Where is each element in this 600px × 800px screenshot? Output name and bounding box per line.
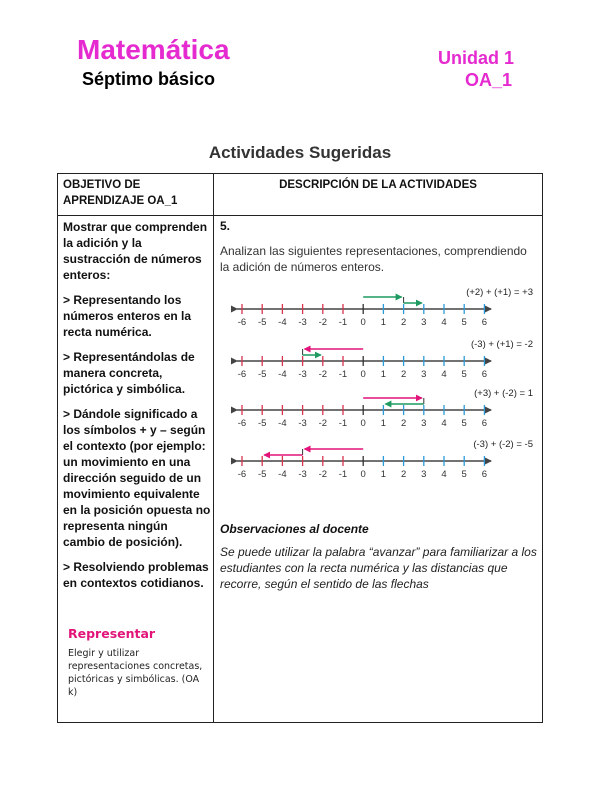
representar-text: Elegir y utilizar representaciones concretas, pictóricas y simbólicas. (OA k) <box>68 648 203 698</box>
tick-label: 3 <box>421 418 427 429</box>
tick-label: -1 <box>338 369 348 380</box>
tick-label: -3 <box>298 369 307 380</box>
expression-label: (-3) + (-2) = -5 <box>473 439 533 450</box>
tick-label: -4 <box>278 369 287 380</box>
tick-label: 3 <box>421 469 427 480</box>
number-lines-figure <box>229 280 539 480</box>
representar-skill-box <box>68 626 208 699</box>
tick-label: 4 <box>441 418 447 429</box>
observations-title: Observaciones al docente <box>220 522 369 536</box>
tick-label: 1 <box>380 369 387 380</box>
tick-label: -2 <box>318 469 328 480</box>
tick-label: 1 <box>380 469 387 480</box>
tick-label: 5 <box>461 317 467 328</box>
teacher-observations <box>220 522 538 592</box>
tick-label: 4 <box>441 317 447 328</box>
section-title: Actividades Sugeridas <box>208 143 392 162</box>
number-line <box>237 388 533 429</box>
tick-label: 6 <box>481 369 488 380</box>
tick-label: 2 <box>400 469 407 480</box>
objective-text <box>63 219 212 600</box>
activity-description <box>220 219 536 275</box>
unit-label: Unidad 1 <box>437 48 514 68</box>
tick-label: 6 <box>481 317 488 328</box>
tick-label: -6 <box>237 469 247 480</box>
objective-paragraph: > Representándolas de manera concreta, pictórica y simbólica. <box>63 350 195 396</box>
header-divider <box>58 215 542 216</box>
subject-title: Matemática <box>77 34 230 65</box>
tick-label: 3 <box>421 317 427 328</box>
tick-label: -4 <box>278 317 287 328</box>
objective-column-header: OBJETIVO DE APRENDIZAJE OA_1 <box>63 179 178 207</box>
tick-label: -4 <box>278 418 287 429</box>
tick-label: -5 <box>257 369 267 380</box>
tick-label: 4 <box>441 469 447 480</box>
tick-label: -5 <box>257 418 267 429</box>
tick-label: -6 <box>237 317 247 328</box>
tick-label: -2 <box>318 418 328 429</box>
objective-paragraph: > Representando los números enteros en la recta numérica. <box>63 293 192 339</box>
tick-label: 6 <box>481 418 488 429</box>
column-divider <box>213 174 214 722</box>
tick-label: 1 <box>380 418 387 429</box>
tick-label: 2 <box>400 317 407 328</box>
activity-text: Analizan las siguientes representaciones, comprendiendo la adición de números enteros. <box>220 244 527 274</box>
tick-label: -5 <box>257 317 267 328</box>
tick-label: 4 <box>441 369 447 380</box>
tick-label: -6 <box>237 369 247 380</box>
tick-label: 0 <box>360 317 366 328</box>
oa-label: OA_1 <box>464 70 512 90</box>
tick-label: 2 <box>400 418 407 429</box>
tick-label: -3 <box>298 317 307 328</box>
number-line <box>237 339 533 380</box>
expression-label: (+2) + (+1) = +3 <box>466 287 533 298</box>
observations-text: Se puede utilizar la palabra “avanzar” para familiarizar a los estudiantes con la recta numérica y las distancias que recorre, según el sentido de las flechas <box>220 545 537 591</box>
tick-label: -1 <box>338 317 348 328</box>
grade-subtitle: Séptimo básico <box>82 69 216 89</box>
tick-label: 0 <box>360 418 366 429</box>
representar-title: Representar <box>68 626 156 641</box>
number-line <box>237 287 533 328</box>
tick-label: 5 <box>461 418 467 429</box>
tick-label: 5 <box>461 369 467 380</box>
tick-label: -2 <box>318 369 328 380</box>
activity-number: 5. <box>220 219 231 233</box>
tick-label: 2 <box>400 369 407 380</box>
objective-paragraph: > Resolviendo problemas en contextos cotidianos. <box>63 560 209 590</box>
tick-label: -5 <box>257 469 267 480</box>
tick-label: 0 <box>360 469 366 480</box>
tick-label: -1 <box>338 469 348 480</box>
objective-paragraph: > Dándole significado a los símbolos + y – según el contexto (por ejemplo: un movimiento en una dirección seguido de un movimiento equivalente en la posición opuesta no representa ningún cambio de posición). <box>63 407 211 549</box>
tick-label: -4 <box>278 469 287 480</box>
number-line <box>237 439 533 480</box>
expression-label: (-3) + (+1) = -2 <box>470 339 533 350</box>
tick-label: -3 <box>298 469 307 480</box>
tick-label: 6 <box>481 469 488 480</box>
tick-label: 0 <box>360 369 366 380</box>
tick-label: -1 <box>338 418 348 429</box>
tick-label: 5 <box>461 469 467 480</box>
tick-label: 3 <box>421 369 427 380</box>
tick-label: 1 <box>380 317 387 328</box>
objective-paragraph: Mostrar que comprenden la adición y la sustracción de números enteros: <box>63 220 208 282</box>
description-column-header: DESCRIPCIÓN DE LA ACTIVIDADES <box>279 179 477 191</box>
expression-label: (+3) + (-2) = 1 <box>474 388 533 399</box>
tick-label: -3 <box>298 418 307 429</box>
tick-label: -6 <box>237 418 247 429</box>
tick-label: -2 <box>318 317 328 328</box>
